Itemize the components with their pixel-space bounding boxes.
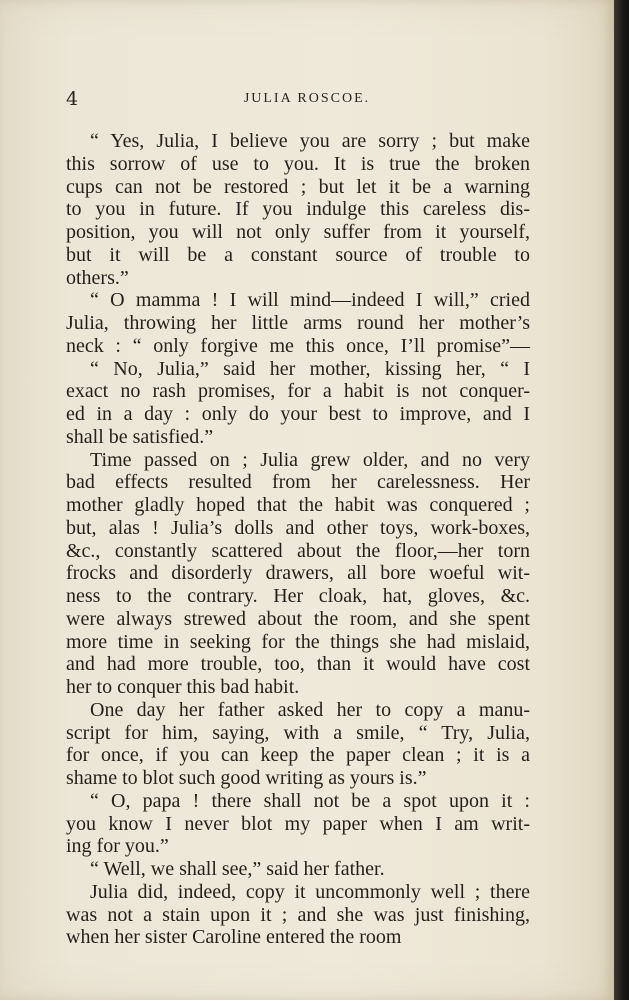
text-line: others.” bbox=[66, 266, 129, 289]
text-line: One day her father asked her to copy a manu- bbox=[90, 698, 530, 721]
text-line: Julia did, indeed, copy it uncommonly well ; there bbox=[90, 880, 530, 903]
text-line: more time in seeking for the things she had mislaid, bbox=[66, 630, 530, 653]
text-line: when her sister Caroline entered the room bbox=[66, 926, 402, 949]
text-line: bad effects resulted from her carelessness. Her bbox=[66, 471, 530, 494]
text-line: but, alas ! Julia’s dolls and other toys, work-boxes, bbox=[66, 516, 530, 539]
text-line: ed in a day : only do your best to improve, and I bbox=[66, 403, 530, 425]
page-number: 4 bbox=[66, 88, 79, 110]
text-line: frocks and disorderly drawers, all bore woeful wit- bbox=[66, 562, 530, 585]
text-line: was not a stain upon it ; and she was just finishing, bbox=[66, 903, 530, 926]
text-line: neck : “ only forgive me this once, I’ll promise”— bbox=[66, 334, 530, 357]
text-line: “ O, papa ! there shall not be a spot upon it : bbox=[90, 789, 530, 812]
text-line: “ O mamma ! I will mind—indeed I will,” cried bbox=[90, 289, 530, 312]
text-line: to you in future. If you indulge this careless dis- bbox=[66, 198, 530, 221]
text-line: “ Well, we shall see,” said her father. bbox=[90, 858, 385, 880]
text-line: position, you will not only suffer from it yourself, bbox=[66, 221, 530, 243]
body-text bbox=[66, 130, 530, 949]
book-spine-edge bbox=[614, 0, 629, 1000]
text-line: Julia, throwing her little arms round her mother’s bbox=[66, 312, 530, 334]
text-line: mother gladly hoped that the habit was conquered ; bbox=[66, 494, 530, 516]
text-line: her to conquer this bad habit. bbox=[66, 676, 300, 698]
text-line: exact no rash promises, for a habit is not conquer- bbox=[66, 380, 530, 403]
text-line: were always strewed about the room, and she spent bbox=[66, 607, 530, 630]
text-line: ing for you.” bbox=[66, 835, 169, 858]
text-line: “ No, Julia,” said her mother, kissing her, “ I bbox=[90, 357, 530, 380]
text-line: “ Yes, Julia, I believe you are sorry ; but make bbox=[90, 130, 530, 152]
text-line: &c., constantly scattered about the floor,—her torn bbox=[66, 539, 530, 562]
text-line: shame to blot such good writing as yours is.” bbox=[66, 767, 427, 789]
text-line: script for him, saying, with a smile, “ Try, Julia, bbox=[66, 721, 530, 744]
text-line: Time passed on ; Julia grew older, and no very bbox=[90, 448, 530, 471]
text-line: ness to the contrary. Her cloak, hat, gloves, &c. bbox=[66, 585, 530, 607]
running-title: JULIA ROSCOE. bbox=[243, 91, 371, 106]
text-line: shall be satisfied.” bbox=[66, 425, 214, 448]
text-line: for once, if you can keep the paper clean ; it is a bbox=[66, 744, 530, 767]
text-line: but it will be a constant source of trouble to bbox=[66, 243, 530, 266]
text-line: cups can not be restored ; but let it be a warning bbox=[66, 175, 530, 198]
text-line: this sorrow of use to you. It is true the broken bbox=[66, 152, 530, 175]
text-line: and had more trouble, too, than it would have cost bbox=[66, 653, 530, 676]
text-line: you know I never blot my paper when I am writ- bbox=[66, 812, 530, 835]
